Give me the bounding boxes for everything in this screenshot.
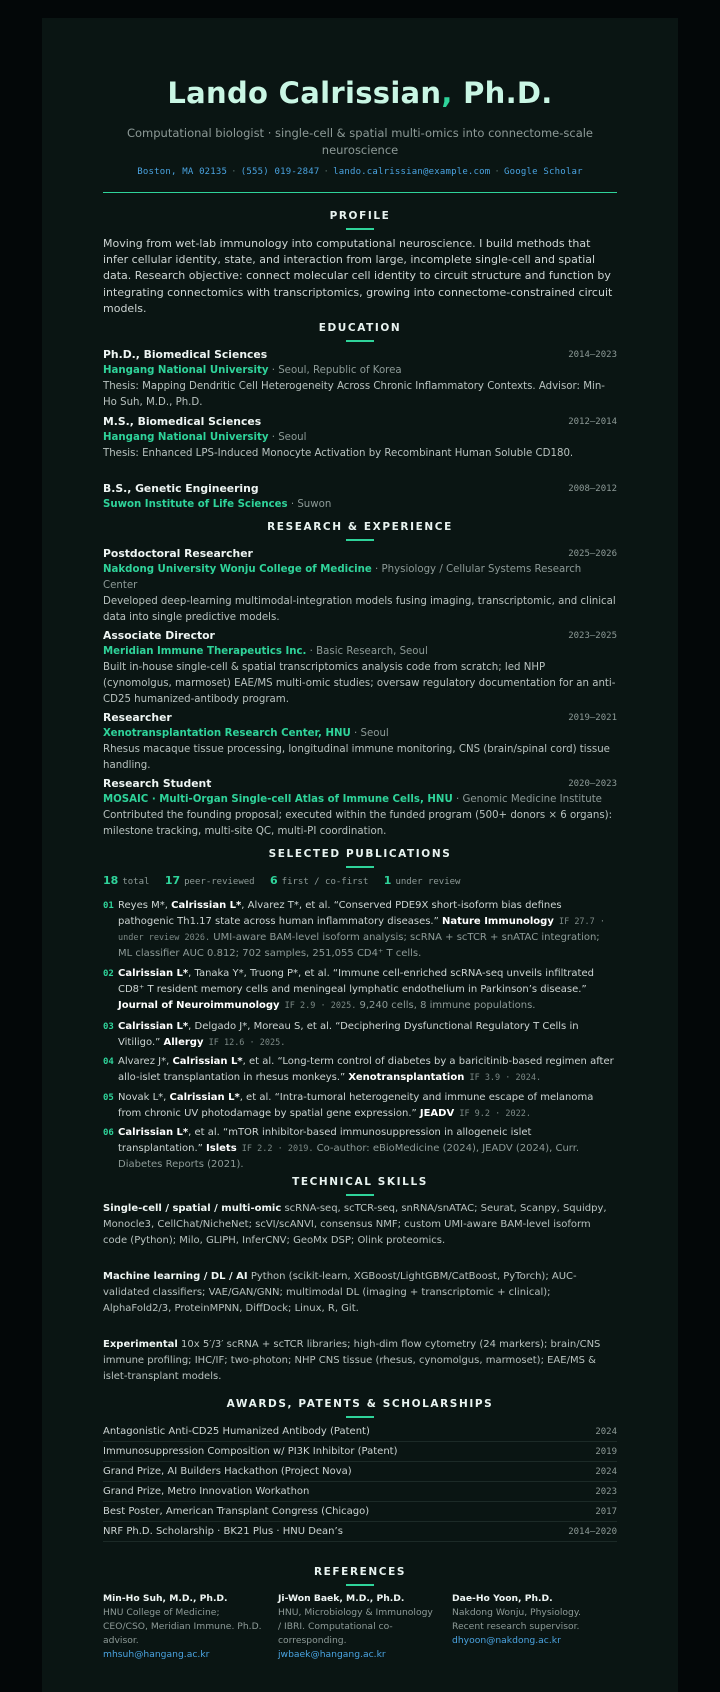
award-row [103,1462,617,1482]
section-underline [346,1194,374,1196]
publication-index: 04 [103,1057,114,1067]
tagline: Computational biologist · single-cell & spatial multi-omics into connectome-scale neuroscience [126,126,594,157]
self-author: Calrissian L* [172,1056,243,1067]
stat-total-count: 18 [103,874,119,887]
journal-name: JEADV [419,1108,455,1119]
award-label: NRF Ph.D. Scholarship · BK21 Plus · HNU Dean’s [103,1526,343,1537]
publication-item: 04 Alvarez J*, Calrissian L*, et al. “Long-term control of diabetes by a baricitinib-based regimen after allo-islet transplantation in rhesus monkeys.” Xenotransplantation IF 3.9 · 2024. [103,1056,614,1083]
publication-index: 03 [103,1022,114,1032]
experience-date: 2019–2021 [568,713,617,723]
experience-date: 2020–2023 [568,779,617,789]
publications-heading [103,848,617,868]
experience-role: Research Student [103,777,212,790]
experience-item [103,776,617,840]
publication-index: 05 [103,1093,114,1103]
section-underline [346,1584,374,1586]
journal-meta: IF 2.9 · 2025. [279,1001,357,1011]
journal-name: Allergy [163,1037,204,1048]
skill-text: Python (scikit-learn, XGBoost/LightGBM/CatBoost, PyTorch); AUC-validated classifiers; VAE/GAN/GNN; multimodal DL (imaging + transcriptomic + clinical); AlphaFold2/3, ProteinMPNN, DiffDock; Linux, R, Git. [103,1271,577,1314]
education-date: 2008–2012 [568,484,617,494]
skills-title: TECHNICAL SKILLS [292,1176,428,1188]
education-degree: Ph.D., Biomedical Sciences [103,348,268,361]
education-location: · Suwon [287,499,332,510]
experience-item [103,628,617,708]
award-year: 2023 [595,1487,617,1497]
skill-label: Experimental [103,1339,178,1350]
reference-desc: HNU College of Medicine; CEO/CSO, Meridian Immune. Ph.D. advisor. [103,1607,262,1646]
stat-under-review-label: under review [395,877,461,887]
reference-email[interactable]: dhyoon@nakdong.ac.kr [452,1635,561,1646]
education-institution: Hangang National University [103,432,269,443]
journal-name: Nature Immunology [441,916,554,927]
experience-date: 2023–2025 [568,631,617,641]
skill-group [103,1269,617,1317]
reference-desc: HNU, Microbiology & Immunology / IBRI. Computational co-corresponding. [278,1607,433,1646]
experience-title: RESEARCH & EXPERIENCE [267,521,453,533]
candidate-name: Lando Calrissian, Ph.D. [167,76,553,110]
section-underline [346,228,374,230]
award-year: 2019 [595,1447,617,1457]
experience-org: Xenotransplantation Research Center, HNU [103,728,351,739]
skill-label: Single-cell / spatial / multi-omic [103,1203,282,1214]
journal-meta: IF 2.2 · 2019. [236,1144,314,1154]
section-underline [346,1416,374,1418]
stat-total-label: total [122,877,150,887]
references-heading [103,1566,617,1586]
award-row [103,1502,617,1522]
experience-role: Associate Director [103,629,215,642]
award-row [103,1482,617,1502]
reference-card [278,1592,438,1662]
education-date: 2012–2014 [568,417,617,427]
experience-desc: Contributed the founding proposal; executed within the funded program (500+ donors × 6 organs): milestone tracking, multi-site QC, multi-PI coordination. [103,810,613,837]
self-author: Calrissian L* [169,1092,240,1103]
education-institution: Hangang National University [103,365,269,376]
education-location: · Seoul [268,432,307,443]
reference-email[interactable]: jwbaek@hangang.ac.kr [278,1649,386,1660]
reference-desc: Nakdong Wonju, Physiology. Recent research supervisor. [452,1607,581,1632]
journal-meta: IF 27.7 · under review 2026. [118,917,606,943]
name-comma: , [441,76,453,110]
experience-heading [103,521,617,541]
self-author: Calrissian L* [171,900,242,911]
award-label: Immunosuppression Composition w/ PI3K Inhibitor (Patent) [103,1446,398,1457]
experience-org: Nakdong University Wonju College of Medicine [103,564,372,575]
publication-note: UMI-aware BAM-level isoform analysis; scRNA + scTCR + snATAC integration; ML classifier AUC 0.812; 702 samples, 251,055 CD4⁺ T cells. [118,932,600,959]
stat-first-author-count: 6 [270,874,278,887]
education-item [103,481,617,513]
publication-item: 03 Calrissian L*, Delgado J*, Moreau S, et al. “Deciphering Dysfunctional Regulatory T Cells in Vitiligo.” Allergy IF 12.6 · 2025. [103,1021,579,1048]
experience-desc: Rhesus macaque tissue processing, longitudinal immune monitoring, CNS (brain/spinal cord) tissue handling. [103,744,610,771]
skills-heading [103,1176,617,1196]
section-underline [346,866,374,868]
education-item [103,414,617,462]
award-year: 2014–2020 [568,1527,617,1537]
google-scholar-link[interactable]: Google Scholar [504,167,583,177]
award-year: 2024 [595,1427,617,1437]
stat-peer-reviewed-count: 17 [164,874,181,887]
award-year: 2024 [595,1467,617,1477]
experience-org: Meridian Immune Therapeutics Inc. [103,646,307,657]
name-suffix: Ph.D. [452,76,553,110]
education-date: 2014–2023 [568,350,617,360]
experience-location: · Seoul [350,728,389,739]
award-row [103,1522,617,1542]
publication-index: 01 [103,901,114,911]
stat-first-author-label: first / co-first [281,877,369,887]
education-degree: M.S., Biomedical Sciences [103,415,262,428]
award-label: Best Poster, American Transplant Congress (Chicago) [103,1506,370,1517]
publication-item: 02 Calrissian L*, Tanaka Y*, Truong P*, et al. “Immune cell-enriched scRNA-seq unveils infiltrated CD8⁺ T resident memory cells and meningeal lymphatic endothelium in Parkinson’s disease.” Journal of Neuroimmunology IF 2.9 · 2025. 9,240 cells, 8 immune populations. [103,968,594,1011]
publication-index: 06 [103,1128,114,1138]
reference-name: Ji-Won Baek, M.D., Ph.D. [278,1593,405,1604]
header-divider [103,192,617,193]
journal-name: Xenotransplantation [348,1072,465,1083]
award-row [103,1442,617,1462]
experience-date: 2025–2026 [568,549,617,559]
publications-title: SELECTED PUBLICATIONS [268,848,452,860]
experience-item [103,546,617,626]
journal-meta: IF 9.2 · 2022. [454,1109,531,1119]
journal-name: Journal of Neuroimmunology [118,1000,280,1011]
education-title: EDUCATION [318,322,402,334]
skill-group [103,1201,617,1249]
skill-label: Machine learning / DL / AI [103,1271,248,1282]
publication-note: 9,240 cells, 8 immune populations. [356,1000,536,1011]
profile-text: Moving from wet-lab immunology into computational neuroscience. I build methods that infer cellular identity, state, and interaction from large, incomplete single-cell and spatial data. Research objective: connect molecular cell identity to circuit structure and function by integrating connectomics with transcriptomics, growing into connectome-constrained circuit models. [103,237,613,315]
self-author: Calrissian L* [118,1127,189,1138]
publication-stats [103,874,617,887]
reference-name: Min-Ho Suh, M.D., Ph.D. [103,1593,228,1604]
experience-item [103,710,617,774]
stat-under-review-count: 1 [383,874,392,887]
education-item [103,347,617,411]
reference-card [103,1592,263,1662]
publication-note: Co-author: eBioMedicine (2024), JEADV (2024), Curr. Diabetes Reports (2021). [118,1143,580,1170]
publication-item: 06 Calrissian L*, et al. “mTOR inhibitor-based immunosuppression in allogeneic islet transplantation.” Islets IF 2.2 · 2019. Co-author: eBioMedicine (2024), JEADV (2024), Curr. Diabetes Reports (2021). [103,1127,580,1170]
contact-phone[interactable]: (555) 019-2847 [240,167,320,177]
reference-name: Dae-Ho Yoon, Ph.D. [452,1593,553,1604]
resume-page [42,18,678,1692]
skill-text: 10x 5′/3′ scRNA + scTCR libraries; high-dim flow cytometry (24 markers); brain/CNS immune profiling; IHC/IF; two-photon; NHP CNS tissue (rhesus, cynomolgus, marmoset); EAE/MS & islet-transplant models. [103,1339,601,1382]
publication-index: 02 [103,969,114,979]
contact-email[interactable]: lando.calrissian@example.com [333,167,491,177]
skill-text: scRNA-seq, scTCR-seq, snRNA/snATAC; Seurat, Scanpy, Squidpy, Monocle3, CellChat/NicheNet; scVI/scANVI, consensus NMF; custom UMI-aware BAM-level isoform code (Python); Milo, GLIPH, InferCNV; GeoMx DSP; Olink proteomics. [103,1203,607,1246]
experience-location: · Physiology / Cellular Systems Research Center [103,564,582,591]
profile-heading [103,210,617,230]
experience-org: MOSAIC · Multi-Organ Single-cell Atlas of Immune Cells, HNU [103,794,453,805]
education-desc: Thesis: Mapping Dendritic Cell Heterogeneity Across Chronic Inflammatory Contexts. Advisor: Min-Ho Suh, M.D., Ph.D. [103,381,605,408]
publication-item: 01 Reyes M*, Calrissian L*, Alvarez T*, et al. “Conserved PDE9X short-isoform bias defines pathogenic Th1.17 state across human inflammatory diseases.” Nature Immunology IF 27.7 · under review 2026. UMI-aware BAM-level isoform analysis; scRNA + scTCR + snATAC integration; ML classifier AUC 0.812; 702 samples, 251,055 CD4⁺ T cells. [103,900,606,959]
self-author: Calrissian L* [118,968,189,979]
education-heading [103,322,617,342]
journal-meta: IF 12.6 · 2025. [203,1038,286,1048]
education-location: · Seoul, Republic of Korea [268,365,402,376]
education-institution: Suwon Institute of Life Sciences [103,499,288,510]
experience-location: · Basic Research, Seoul [306,646,428,657]
award-row [103,1422,617,1442]
journal-name: Islets [206,1143,237,1154]
contact-address: Boston, MA 02135 [137,167,228,177]
contact-line: Boston, MA 02135 · (555) 019-2847 · lando.calrissian@example.com · Google Scholar [137,167,583,177]
reference-card [452,1592,612,1648]
experience-location: · Genomic Medicine Institute [452,794,602,805]
award-label: Grand Prize, AI Builders Hackathon (Project Nova) [103,1466,352,1477]
award-year: 2017 [595,1507,617,1517]
section-underline [346,539,374,541]
experience-desc: Built in-house single-cell & spatial transcriptomics analysis code from scratch; led NHP (cynomolgus, marmoset) EAE/MS multi-omic studies; oversaw regulatory documentation for an anti-CD25 humanized-antibody program. [103,662,616,705]
journal-meta: IF 3.9 · 2024. [464,1073,542,1083]
section-underline [346,340,374,342]
awards-title: AWARDS, PATENTS & SCHOLARSHIPS [226,1398,494,1410]
experience-role: Researcher [103,711,172,724]
self-author: Calrissian L* [118,1021,189,1032]
profile-title: PROFILE [329,210,391,222]
stat-peer-reviewed-label: peer-reviewed [184,877,255,887]
awards-heading [103,1398,617,1418]
reference-email[interactable]: mhsuh@hangang.ac.kr [103,1649,210,1660]
education-degree: B.S., Genetic Engineering [103,482,259,495]
education-desc: Thesis: Enhanced LPS-Induced Monocyte Activation by Recombinant Human Soluble CD180. [103,448,574,459]
publication-item: 05 Novak L*, Calrissian L*, et al. “Intra-tumoral heterogeneity and immune escape of melanoma from chronic UV photodamage by spatial gene expression.” JEADV IF 9.2 · 2022. [103,1092,594,1119]
experience-role: Postdoctoral Researcher [103,547,253,560]
award-label: Grand Prize, Metro Innovation Workathon [103,1486,310,1497]
award-label: Antagonistic Anti-CD25 Humanized Antibody (Patent) [103,1426,370,1437]
references-title: REFERENCES [313,1566,407,1578]
skill-group [103,1337,617,1385]
experience-desc: Developed deep-learning multimodal-integration models fusing imaging, transcriptomic, and clinical data into single predictive models. [103,596,616,623]
